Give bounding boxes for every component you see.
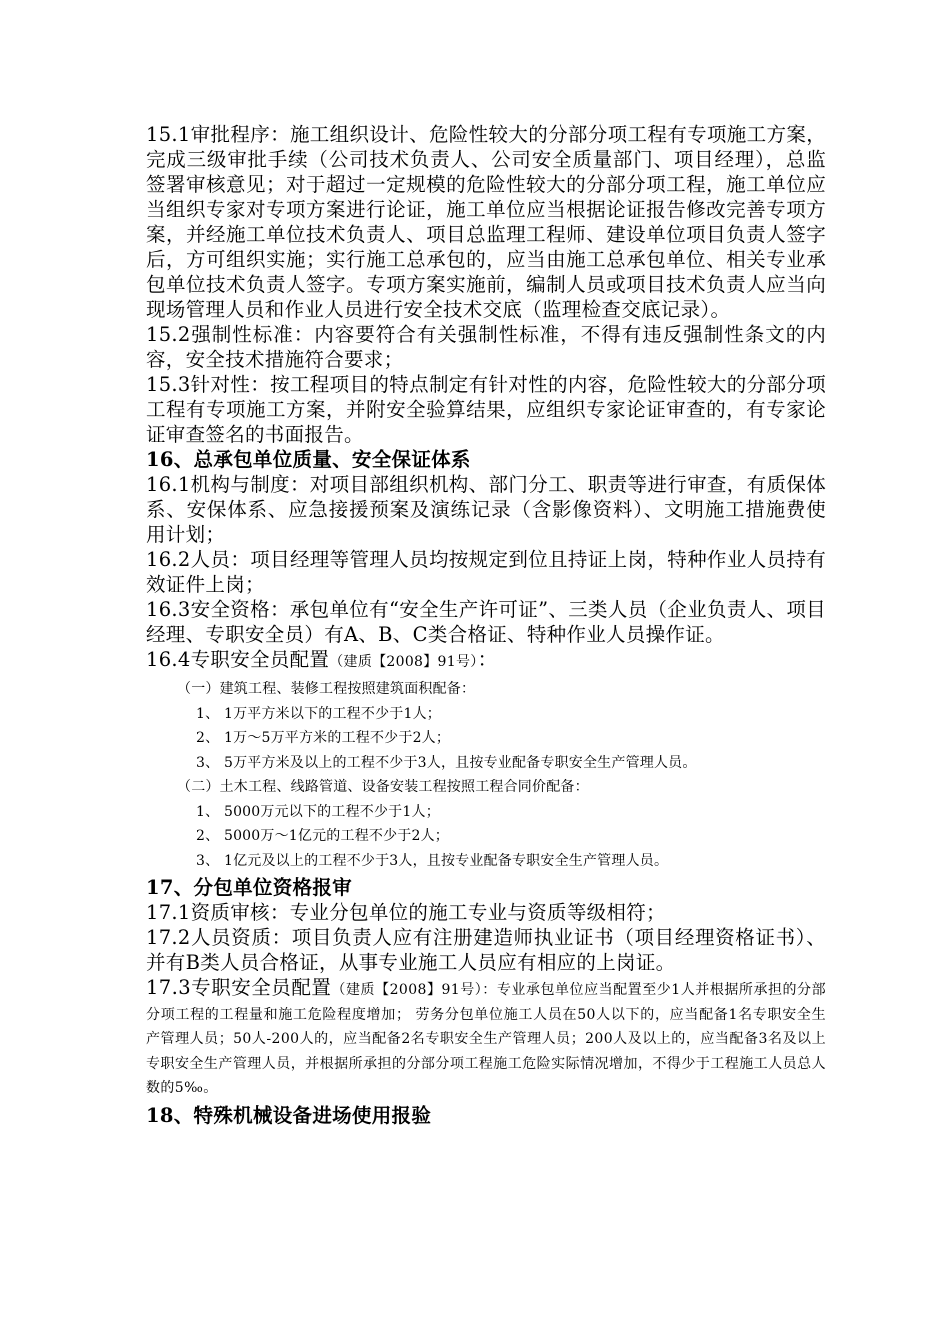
list-item-16-4-a2: 2、 1万～5万平方米的工程不少于2人； [196,730,451,746]
list-item-16-4-a1: 1、 1万平方米以下的工程不少于1人； [196,705,441,722]
paragraph-16-4 [146,647,826,675]
paragraph-17-1: 17.1资质审核：专业分包单位的施工专业与资质等级相符； [146,901,666,924]
paragraph-16-4-tail: ： [477,648,498,671]
paragraph-17-3-body: （建质【2008】91号）：专业承包单位应当配置至少1人并根据所承担的分部分项工程的工程量和施工危险程度增加； 劳务分包单位施工人员在50人以下的，应当配备1名专职安全生产管理人员；50人-200人的，应当配备2名专职安全生产管理人员；200人及以上的，应当配备3名及以上专职安全生产管理人员，并根据所承担的分部分项工程施工危险实际情况增加，不得少于工程施工人员总人数的5‰。 [146,982,826,1096]
list-item-16-4-b3: 3、 1亿元及以上的工程不少于3人，且按专业配备专职安全生产管理人员。 [196,852,669,869]
paragraph-15-2: 15.2强制性标准：内容要符合有关强制性标准，不得有违反强制性条文的内容，安全技术措施符合要求； [146,323,826,371]
paragraph-16-4-ref: （建质【2008】91号） [329,654,478,670]
paragraph-15-3: 15.3针对性：按工程项目的特点制定有针对性的内容，危险性较大的分部分项工程有专项施工方案，并附安全验算结果，应组织专家论证审查的，有专家论证审查签名的书面报告。 [146,373,826,446]
paragraph-17-2: 17.2人员资质：项目负责人应有注册建造师执业证书（项目经理资格证书）、并有B类人员合格证，从事专业施工人员应有相应的上岗证。 [146,926,826,974]
paragraph-15-1: 15.1审批程序：施工组织设计、危险性较大的分部分项工程有专项施工方案，完成三级审批手续（公司技术负责人、公司安全质量部门、项目经理），总监签署审核意见；对于超过一定规模的危险性较大的分部分项工程，施工单位应当组织专家对专项方案进行论证，施工单位应当根据论证报告修改完善专项方案，并经施工单位技术负责人、项目总监理工程师、建设单位项目负责人签字后，方可组织实施；实行施工总承包的，应当由施工总承包单位、相关专业承包单位技术负责人签字。专项方案实施前，编制人员或项目技术负责人应当向现场管理人员和作业人员进行安全技术交底（监理检查交底记录）。 [146,123,826,321]
paragraph-16-3: 16.3安全资格：承包单位有“安全生产许可证”、三类人员（企业负责人、项目经理、专职安全员）有A、B、C类合格证、特种作业人员操作证。 [146,598,826,646]
document-body [146,122,826,1128]
list-item-16-4-b1: 1、 5000万元以下的工程不少于1人； [196,803,440,820]
paragraph-17-3 [146,975,826,1101]
paragraph-16-1: 16.1机构与制度：对项目部组织机构、部门分工、职责等进行审查，有质保体系、安保体系、应急接援预案及演练记录（含影像资料）、文明施工措施费使用计划； [146,473,826,546]
list-item-16-4-b2: 2、 5000万～1亿元的工程不少于2人； [196,828,449,844]
paragraph-17-3-lead: 17.3专职安全员配置 [146,976,332,999]
heading-18: 18、特殊机械设备进场使用报验 [146,1103,432,1127]
list-item-16-4-a3: 3、 5万平方米及以上的工程不少于3人，且按专业配备专职安全生产管理人员。 [196,754,697,771]
paragraph-16-4-lead: 16.4专职安全员配置 [146,648,330,671]
list-16-4-b-title: （二）土木工程、线路管道、设备安装工程按照工程合同价配备： [177,779,589,795]
heading-17: 17、分包单位资格报审 [146,876,352,899]
list-16-4-a-title: （一）建筑工程、装修工程按照建筑面积配备： [177,681,476,697]
paragraph-16-2: 16.2人员：项目经理等管理人员均按规定到位且持证上岗，特种作业人员持有效证件上岗； [146,548,826,596]
heading-16: 16、总承包单位质量、安全保证体系 [146,448,471,471]
